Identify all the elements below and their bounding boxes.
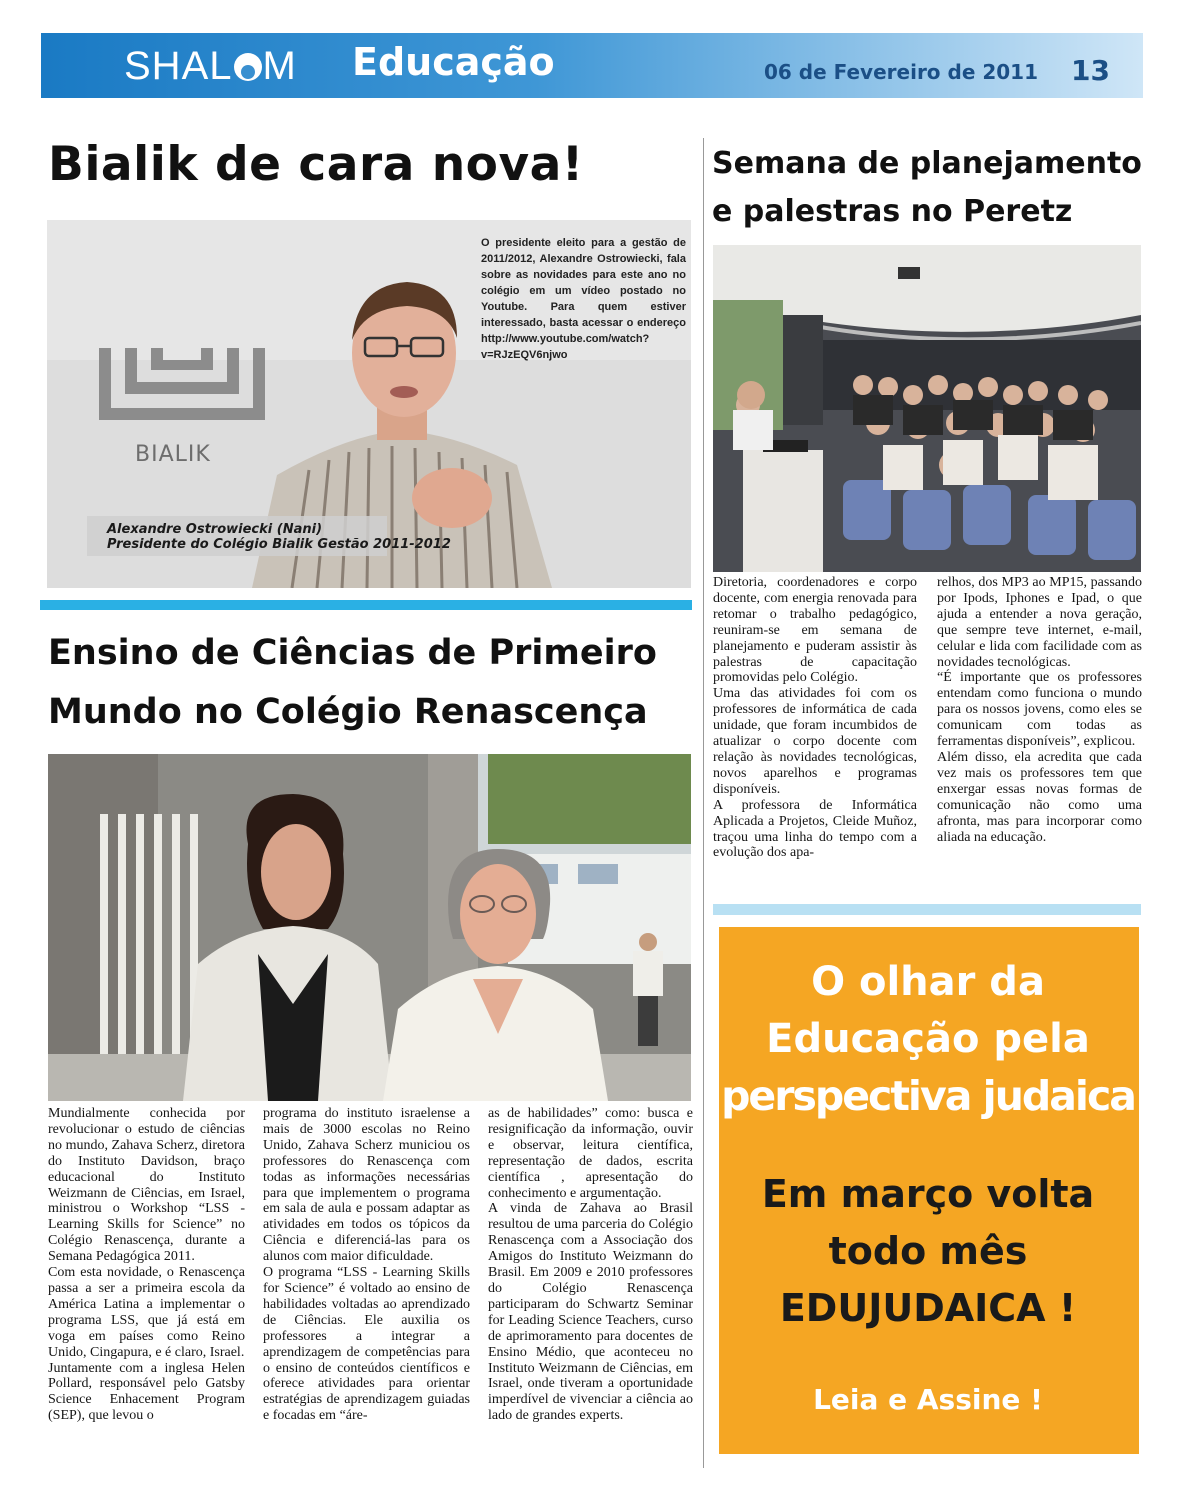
ciencias-column-2: [263, 1106, 470, 1424]
peretz-paragraph: relhos, dos MP3 ao MP15, passando por Ipods, Iphones e Ipad, o que ajuda a entender a nova geração, que sempre teve internet, e-mail, celular e lida com facilidade com as novidades tecnológicas.: [937, 575, 1142, 670]
ciencias-paragraph: A vinda de Zahava ao Brasil resultou de uma parceria do Colégio Renascença com a Associação dos Amigos do Instituto Weizmann do Brasil. Em 2009 e 2010 professores do Colégio Renascença participaram do Schwartz Seminar for Leading Science Teachers, curso de aprimoramento para docentes de Ensino Médio, que aconteceu no Instituto Weizmann de Ciências, em Israel, onde tiveram a oportunidade imperdível de vivenciar a ciência ao lado de grandes experts.: [488, 1201, 693, 1424]
peretz-column-2: [937, 575, 1142, 845]
promo-sub-line: Em março volta: [761, 1172, 1095, 1216]
promo-title-line: Educação pela: [766, 1016, 1090, 1062]
bialik-caption: O presidente eleito para a gestão de 2011/2012, Alexandre Ostrowiecki, fala sobre as novidades para este ano no colégio em um vídeo postado no Youtube. Para quem estiver interessado, basta acessar o endereço http://www.youtube.com/watch?v=RJzEQV6njwo: [481, 237, 686, 361]
ciencias-paragraph: Mundialmente conhecida por revolucionar o estudo de ciências no mundo, Zahava Scherz, diretora do Instituto Davidson, braço educacional do Instituto Weizmann de Ciências, em Israel, ministrou o Workshop “LSS - Learning Skills for Science” no Colégio Renascença, durante a Semana Pedagógica 2011.: [48, 1106, 245, 1265]
ciencias-column-1: [48, 1106, 245, 1424]
peretz-headline: Semana de planejamento e palestras no Peretz: [712, 146, 1142, 229]
promo-rule: [713, 904, 1141, 915]
promo-title-line: perspectiva judaica: [721, 1072, 1135, 1120]
promo-sub-line: EDUJUDAICA !: [779, 1286, 1077, 1330]
ciencias-paragraph: as de habilidades” como: busca e resignificação da informação, ouvir e observar, leitura científica, representação de dados, escrita científica , apresentação do conhecimento e argumentação.: [488, 1106, 693, 1201]
peretz-column-1: [713, 575, 917, 861]
peretz-paragraph: “É importante que os professores entendam como funciona o mundo para os nossos jovens, como eles se comunicam com todas as ferramentas disponíveis”, explicou.: [937, 670, 1142, 750]
promo-title: [718, 954, 1138, 1125]
peretz-paragraph: Uma das atividades foi com os professores de informática de cada unidade, que foram incumbidos de atualizar o corpo docente com relação às novidades tecnológicas, novos aparelhos e programas disponíveis.: [713, 686, 917, 797]
speaker-role: Presidente do Colégio Bialik Gestão 2011-2012: [107, 537, 451, 552]
logo-o-icon: [234, 53, 262, 81]
peretz-paragraph: Além disso, ela acredita que cada vez mais os professores tem que enxergar essas novas formas de comunicação não como uma afronta, mas para incorporar como aliada na educação.: [937, 749, 1142, 845]
promo-title-line: O olhar da: [811, 959, 1045, 1005]
bialik-headline: Bialik de cara nova!: [48, 137, 584, 192]
masthead-logo: [124, 44, 297, 89]
page-number: 13: [1071, 54, 1110, 87]
speaker-name-bar: [107, 522, 451, 552]
ciencias-paragraph: Com esta novidade, o Renascença passa a ser a primeira escola da América Latina a implementar o programa LSS, que já está em voga em países como Reino Unido, Cingapura, e é claro, Israel.: [48, 1265, 245, 1360]
bialik-video-still: [47, 220, 691, 588]
promo-announcement: [718, 1166, 1138, 1337]
issue-date: 06 de Fevereiro de 2011: [764, 60, 1039, 84]
peretz-paragraph: A professora de Informática Aplicada a Projetos, Cleide Muñoz, traçou uma linha do tempo com a evolução dos apa-: [713, 797, 917, 861]
section-rule: [40, 600, 692, 610]
subscribe-cta[interactable]: Leia e Assine !: [813, 1383, 1043, 1416]
bialik-logo-text: BIALIK: [135, 442, 211, 467]
renascenca-photo-illustration: [48, 754, 691, 1101]
renascenca-photo: [48, 754, 691, 1101]
promo-sub-line: todo mês: [828, 1229, 1028, 1273]
peretz-auditorium-photo: [713, 245, 1141, 572]
ciencias-paragraph: programa do instituto israelense a mais de 3000 escolas no Reino Unido, Zahava Scherz municiou os professores do Renascença com todas as informações necessárias para que implementem o programa em sala de aula e possam adaptar as atividades em todos os tópicos da Ciência e diferenciá-las para os alunos com maior dificuldade.: [263, 1106, 470, 1265]
peretz-photo-illustration: [713, 245, 1141, 572]
speaker-name: Alexandre Ostrowiecki (Nani): [107, 522, 323, 537]
brand-part-1: SHAL: [124, 44, 233, 88]
ciencias-paragraph: O programa “LSS - Learning Skills for Science” é voltado ao ensino de habilidades voltadas ao aprendizado de Ciências. Ele auxilia os professores a integrar a aprendizagem de competências para o ensino de conteúdos científicos e oferece atividades para orientar estratégias de aprendizagem guiadas e focadas em “áre-: [263, 1265, 470, 1424]
brand-part-2: M: [262, 44, 297, 88]
ciencias-column-3: [488, 1106, 693, 1424]
peretz-paragraph: Diretoria, coordenadores e corpo docente, com energia renovada para retomar o trabalho pedagógico, reuniram-se em semana de planejamento e puderam assistir às palestras de capacitação promovidas pelo Colégio.: [713, 575, 917, 686]
ciencias-headline: Ensino de Ciências de Primeiro Mundo no Colégio Renascença: [48, 633, 657, 732]
section-title: Educação: [352, 40, 555, 84]
column-divider: [703, 138, 704, 1468]
ciencias-paragraph: Juntamente com a inglesa Helen Pollard, responsável pelo Gatsby Science Enhacement Program (SEP), que levou o: [48, 1360, 245, 1424]
